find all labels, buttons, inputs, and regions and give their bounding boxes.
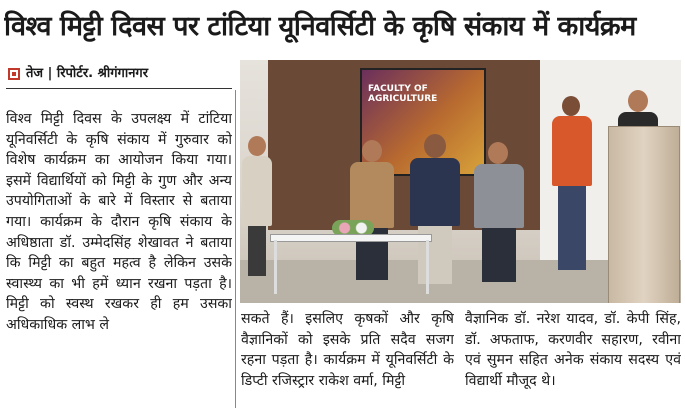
table-leg bbox=[426, 240, 429, 294]
article-column-1: विश्व मिट्टी दिवस के उपलक्ष्य में टांटिया यूनिवर्सिटी के कृषि संकाय में गुरुवार को विशेष कार्यक्रम का आयोजन किया गया। इसमें विद्यार्थियों को मिट्टी के गुण और अन्य उपयोगिताओं के बारे में विस्तार से बताया गया। कार्यक्रम के दौरान कृषि संकाय के अधिष्ठाता डॉ. उम्मेदसिंह शेखावत ने बताया कि मिट्टी का बहुत महत्व है लेकिन उसके स्वास्थ्य का भी हमें ध्यान रखना पड़ता है। मिट्टी को स्वस्थ रखकर ही हम उसका अधिकाधिक लाभ ले bbox=[6, 111, 232, 333]
glass-table bbox=[270, 234, 432, 242]
seated-guest-4 bbox=[472, 142, 526, 282]
article-column-2: सकते हैं। इसलिए कृषकों और कृषि वैज्ञानिकों को इसके प्रति सदैव सजग रहना पड़ता है। कार्यक्रम में यूनिवर्सिटी के डिप्टी रजिस्ट्रार राकेश वर्मा, मिट्टी bbox=[241, 311, 454, 389]
article-headline: विश्व मिट्टी दिवस पर टांटिया यूनिवर्सिटी के कृषि संकाय में कार्यक्रम bbox=[4, 11, 636, 42]
screen-caption: FACULTY OF AGRICULTURE bbox=[368, 84, 438, 104]
podium bbox=[608, 126, 680, 303]
byline-divider bbox=[6, 88, 232, 89]
square-bullet-icon bbox=[8, 68, 20, 80]
byline-text: तेज | रिपोर्टर. श्रीगंगानगर bbox=[26, 66, 149, 81]
byline bbox=[8, 63, 232, 85]
seated-guest-3 bbox=[408, 134, 462, 284]
event-photo bbox=[240, 60, 681, 303]
standing-student bbox=[552, 96, 592, 276]
column-divider bbox=[235, 90, 236, 408]
seated-guest-2 bbox=[346, 140, 398, 280]
seated-guest-1 bbox=[240, 136, 274, 276]
article-column-3: वैज्ञानिक डॉ. नरेश यादव, डॉ. केपी सिंह, डॉ. अफताफ, करणवीर सहारण, रवीना एवं सुमन सहित अनेक संकाय सदस्य एवं विद्यार्थी मौजूद थे। bbox=[465, 311, 681, 389]
table-leg bbox=[274, 240, 277, 294]
